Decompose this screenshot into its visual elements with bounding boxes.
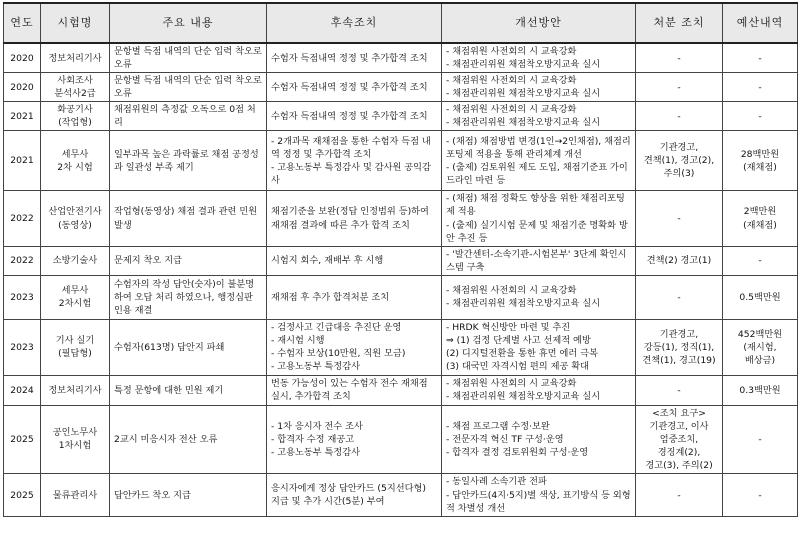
cell-exam-line: 1차시험 — [58, 440, 92, 452]
incident-table — [3, 2, 798, 517]
cell-followup-line: - 1차 응시자 전수 조사 — [271, 420, 363, 432]
table-row — [4, 43, 798, 73]
cell-improve — [442, 246, 636, 275]
cell-improve — [442, 405, 636, 473]
cell-followup-line: - 검정사고 긴급대응 추진단 운영 — [271, 322, 402, 334]
cell-followup-line: - 2개과목 재채점을 통한 수험자 득점 내역 정정 및 추가합격 조치 — [271, 135, 431, 160]
table-row — [4, 191, 798, 246]
cell-content-line: 문항별 득점 내역의 단순 입력 착오로 오류 — [114, 46, 262, 71]
cell-budget — [723, 275, 798, 319]
cell-action-line: 경고(3), 주의(2) — [645, 460, 713, 471]
cell-action-line: <조치 요구> — [652, 407, 706, 419]
cell-followup-line: 수험자 득점내역 정정 및 추가합격 조치 — [271, 110, 428, 122]
cell-improve-line: - (출제) 검토위원 제도 도입, 채점기준표 가이드라인 마련 등 — [446, 161, 628, 186]
table-row — [4, 275, 798, 319]
cell-content-line: 문항별 득점 내역의 단순 입력 착오로 오류 — [114, 75, 262, 100]
cell-exam-line: 산업안전기사 — [48, 206, 102, 218]
cell-budget-line: (재시험, — [743, 341, 777, 353]
cell-improve — [442, 474, 636, 517]
cell-improve-line: - 채점관리위원 채점착오방지교육 실시 — [446, 88, 601, 100]
cell-improve-line: - 채점관리위원 채점착오방지교육 실시 — [446, 59, 601, 71]
cell-followup — [267, 319, 442, 375]
cell-followup — [267, 474, 442, 517]
cell-exam — [41, 73, 110, 102]
cell-year: 2023 — [4, 319, 41, 375]
table-row — [4, 131, 798, 191]
cell-improve-line: - 전문자격 혁신 TF 구성·운영 — [446, 433, 564, 445]
cell-budget — [723, 73, 798, 102]
cell-budget-line: - — [758, 255, 762, 267]
cell-action-line: - — [677, 110, 681, 122]
cell-action-line: 견책(1), 경고(19) — [642, 354, 716, 366]
cell-content-line: 특정 문항에 대한 민원 제기 — [114, 384, 224, 396]
cell-improve-line: - 채점위원 사전회의 시 교육강화 — [446, 75, 577, 87]
cell-exam — [41, 191, 110, 246]
cell-followup-line: 채점기준을 보완(정답 인정범위 등)하여 재채점 결과에 따른 추가 합격 조치 — [271, 206, 429, 231]
cell-action-line: - — [677, 81, 681, 93]
cell-improve-line: - (출제) 실기시험 문제 및 채점기준 명확화 방안 추진 등 — [446, 219, 628, 244]
cell-improve-line: - 채점위원 사전회의 시 교육강화 — [446, 46, 577, 57]
cell-content — [110, 131, 267, 191]
cell-improve-line: - 답안카드(4지·5지)별 색상, 표기방식 등 외형적 차별성 개선 — [446, 489, 631, 514]
cell-budget-line: - — [758, 81, 762, 93]
table-row — [4, 375, 798, 405]
header-year: 연도 — [4, 3, 41, 43]
cell-improve-line: - '발간센터-소속기관-시험본부' 3단계 확인시스템 구축 — [446, 248, 627, 273]
cell-followup — [267, 43, 442, 73]
cell-year: 2025 — [4, 405, 41, 473]
cell-improve-line: - HRDK 혁신방안 마련 및 추진 — [446, 322, 571, 334]
table-row — [4, 405, 798, 473]
cell-followup — [267, 73, 442, 102]
cell-budget-line: - — [758, 433, 762, 445]
cell-content — [110, 102, 267, 131]
cell-year: 2024 — [4, 375, 41, 405]
cell-exam — [41, 43, 110, 73]
cell-exam — [41, 319, 110, 375]
cell-content — [110, 319, 267, 375]
cell-exam-line: 분석사2급 — [54, 88, 96, 100]
cell-improve — [442, 131, 636, 191]
cell-exam-line: 세무사 — [61, 285, 89, 297]
cell-followup-line: 응시자에게 정상 답안카드 (5지선다형) 지급 및 추가 시간(5분) 부여 — [271, 483, 426, 508]
cell-exam-line: (필답형) — [58, 348, 92, 360]
cell-followup-line: - 합격자 수정 재공고 — [271, 433, 355, 445]
cell-exam — [41, 375, 110, 405]
cell-year: 2023 — [4, 275, 41, 319]
cell-action-line: - — [677, 52, 681, 64]
cell-budget — [723, 102, 798, 131]
cell-exam — [41, 275, 110, 319]
cell-content — [110, 43, 267, 73]
cell-exam-line: (작업형) — [58, 117, 92, 129]
cell-improve-line: - 채점위원 사전회의 시 교육강화 — [446, 104, 577, 116]
cell-action — [636, 375, 723, 405]
cell-improve — [442, 375, 636, 405]
cell-action-line: 강등(1), 정직(1), — [643, 341, 715, 353]
cell-content — [110, 246, 267, 275]
cell-budget — [723, 375, 798, 405]
table-body — [4, 43, 798, 517]
cell-followup-line: - 재시험 시행 — [271, 335, 325, 347]
cell-exam — [41, 102, 110, 131]
cell-exam-line: 정보처리기사 — [48, 384, 102, 396]
cell-year: 2021 — [4, 102, 41, 131]
cell-content-line: 문제지 착오 지급 — [114, 255, 182, 267]
cell-action-line: 기관경고, 이사 — [649, 420, 709, 432]
cell-action — [636, 43, 723, 73]
cell-budget-line: - — [758, 52, 762, 64]
header-row — [4, 3, 798, 43]
cell-improve — [442, 191, 636, 246]
cell-exam — [41, 474, 110, 517]
cell-action-line: 견책(2) 경고(1) — [646, 255, 712, 267]
cell-improve-line: - 채점 프로그램 수정·보완 — [446, 420, 550, 432]
cell-action — [636, 102, 723, 131]
header-budget: 예산내역 — [723, 3, 798, 43]
header-content: 주요 내용 — [110, 3, 267, 43]
cell-improve-line: ⇒ (1) 검정 단계별 사고 선제적 예방 — [446, 335, 591, 347]
cell-content-line: 2교시 미응시자 전산 오류 — [114, 433, 218, 445]
table-row — [4, 246, 798, 275]
cell-improve — [442, 43, 636, 73]
cell-action-line: 경징계(2), — [657, 446, 701, 458]
cell-content — [110, 191, 267, 246]
cell-exam — [41, 405, 110, 473]
cell-budget-line: (재채점) — [743, 219, 777, 231]
cell-exam-line: 소방기술사 — [52, 255, 98, 267]
cell-action-line: - — [677, 489, 681, 501]
cell-year: 2025 — [4, 474, 41, 517]
cell-action-line: 기관경고, — [659, 328, 699, 340]
cell-followup — [267, 375, 442, 405]
cell-action-line: - — [677, 291, 681, 303]
cell-action-line: 주의(3) — [663, 168, 695, 180]
cell-year: 2022 — [4, 246, 41, 275]
cell-exam-line: 물류관리사 — [52, 489, 98, 501]
cell-budget-line: 2백만원 — [743, 206, 777, 218]
cell-year: 2022 — [4, 191, 41, 246]
cell-action — [636, 246, 723, 275]
cell-budget — [723, 474, 798, 517]
header-action: 처분 조치 — [636, 3, 723, 43]
cell-content-line: 작업형(동영상) 채점 결과 관련 민원 발생 — [114, 206, 258, 231]
cell-content — [110, 474, 267, 517]
cell-content-line: 답안카드 착오 지급 — [114, 489, 191, 501]
cell-followup-line: - 고용노동부 특정감사 및 감사원 공익감사 — [271, 161, 431, 186]
cell-action-line: 기관경고, — [659, 142, 699, 154]
cell-content-line: 수험자(613명) 답안지 파쇄 — [114, 341, 225, 353]
cell-action — [636, 474, 723, 517]
header-improve: 개선방안 — [442, 3, 636, 43]
cell-budget-line: 배상금) — [744, 354, 776, 366]
cell-budget-line: - — [758, 489, 762, 501]
cell-followup-line: 수험자 득점내역 정정 및 추가합격 조치 — [271, 52, 428, 64]
cell-year: 2021 — [4, 131, 41, 191]
cell-budget — [723, 191, 798, 246]
cell-followup-line: 재채점 후 추가 합격처분 조치 — [271, 291, 390, 303]
cell-followup — [267, 405, 442, 473]
cell-improve-line: (2) 디지털전환을 통한 휴먼 에러 극복 — [446, 348, 598, 360]
cell-improve — [442, 275, 636, 319]
cell-budget-line: 0.3백만원 — [739, 384, 781, 396]
cell-budget — [723, 319, 798, 375]
cell-followup — [267, 102, 442, 131]
cell-action — [636, 191, 723, 246]
cell-followup-line: - 수험자 보상(10만원, 직원 모금) — [271, 348, 406, 360]
table-row — [4, 319, 798, 375]
cell-followup-line: 수험자 득점내역 정정 및 추가합격 조치 — [271, 81, 428, 93]
cell-content — [110, 405, 267, 473]
cell-budget-line: (재채점) — [743, 161, 777, 173]
cell-action-line: 엄중조치, — [659, 433, 699, 445]
cell-action — [636, 73, 723, 102]
cell-action — [636, 319, 723, 375]
cell-action — [636, 131, 723, 191]
cell-followup-line: 시험지 회수, 재배부 후 시행 — [271, 255, 384, 267]
cell-followup-line: - 고용노동부 특정감사 — [271, 446, 361, 458]
cell-action-line: 견책(1), 경고(2), — [643, 155, 715, 167]
cell-exam-line: 2차시험 — [58, 298, 92, 310]
cell-improve-line: - 채점위원 사전회의 시 교육강화 — [446, 378, 577, 390]
cell-content-line: 채점위원의 측정값 오독으로 0점 처리 — [114, 104, 256, 129]
cell-budget-line: 452백만원 — [737, 328, 783, 340]
cell-improve-line: (3) 대국민 자격시험 편의 제공 확대 — [446, 361, 589, 373]
cell-improve-line: - 채점관리위원 채점착오방지교육 실시 — [446, 117, 601, 129]
cell-action — [636, 405, 723, 473]
cell-action — [636, 275, 723, 319]
cell-budget-line: 28백만원 — [740, 148, 780, 160]
cell-exam-line: 사회조사 — [57, 75, 93, 87]
cell-improve-line: - 합격자 결정 검토위원회 구성·운영 — [446, 446, 589, 458]
cell-improve-line: - 채점관리위원 채점착오방지교육 실시 — [446, 298, 601, 310]
header-followup: 후속조치 — [267, 3, 442, 43]
cell-content-line: 일부과목 높은 과락률로 채점 공정성과 일관성 부족 제기 — [114, 148, 259, 173]
cell-improve-line: - 채점위원 사전회의 시 교육강화 — [446, 285, 577, 297]
cell-content — [110, 73, 267, 102]
cell-improve — [442, 319, 636, 375]
cell-followup — [267, 131, 442, 191]
cell-content — [110, 275, 267, 319]
cell-exam — [41, 131, 110, 191]
cell-followup — [267, 246, 442, 275]
cell-budget — [723, 43, 798, 73]
cell-improve — [442, 102, 636, 131]
cell-followup — [267, 275, 442, 319]
cell-improve-line: - (채점) 채점 정확도 향상을 위한 채점리포팅제 적용 — [446, 193, 625, 218]
cell-followup-line: 번동 가능성이 있는 수험자 전수 재채점 실시, 추가합격 조치 — [271, 378, 428, 403]
cell-improve — [442, 73, 636, 102]
cell-year: 2020 — [4, 73, 41, 102]
table-row — [4, 73, 798, 102]
cell-exam-line: 기사 실기 — [55, 335, 95, 347]
cell-improve-line: - 동일사례 소속기관 전파 — [446, 476, 547, 488]
cell-content-line: 수험자의 작성 답안(숫자)이 불분명하여 오답 처리 하였으나, 행정심판 인용 재결 — [114, 278, 255, 316]
cell-followup-line: - 고용노동부 특정감사 — [271, 361, 361, 373]
cell-budget-line: - — [758, 110, 762, 122]
cell-action-line: - — [677, 212, 681, 224]
cell-budget — [723, 246, 798, 275]
cell-content — [110, 375, 267, 405]
cell-budget — [723, 131, 798, 191]
cell-followup — [267, 191, 442, 246]
cell-exam-line: (동영상) — [58, 219, 92, 231]
cell-budget-line: 0.5백만원 — [739, 291, 781, 303]
cell-action-line: - — [677, 384, 681, 396]
cell-exam — [41, 246, 110, 275]
cell-exam-line: 화공기사 — [57, 104, 93, 116]
cell-exam-line: 세무사 — [61, 148, 89, 160]
cell-exam-line: 정보처리기사 — [48, 52, 102, 64]
header-exam: 시험명 — [41, 3, 110, 43]
cell-exam-line: 2차 시험 — [57, 161, 93, 173]
cell-improve-line: - 채점관리위원 채점착오방지교육 실시 — [446, 391, 601, 403]
cell-improve-line: - (채점) 채점방법 변경(1인→2인채점), 채점리포팅제 적용을 통해 관리체계 개선 — [446, 135, 631, 160]
cell-budget — [723, 405, 798, 473]
cell-exam-line: 공인노무사 — [52, 427, 98, 439]
table-row — [4, 102, 798, 131]
cell-year: 2020 — [4, 43, 41, 73]
table-row — [4, 474, 798, 517]
